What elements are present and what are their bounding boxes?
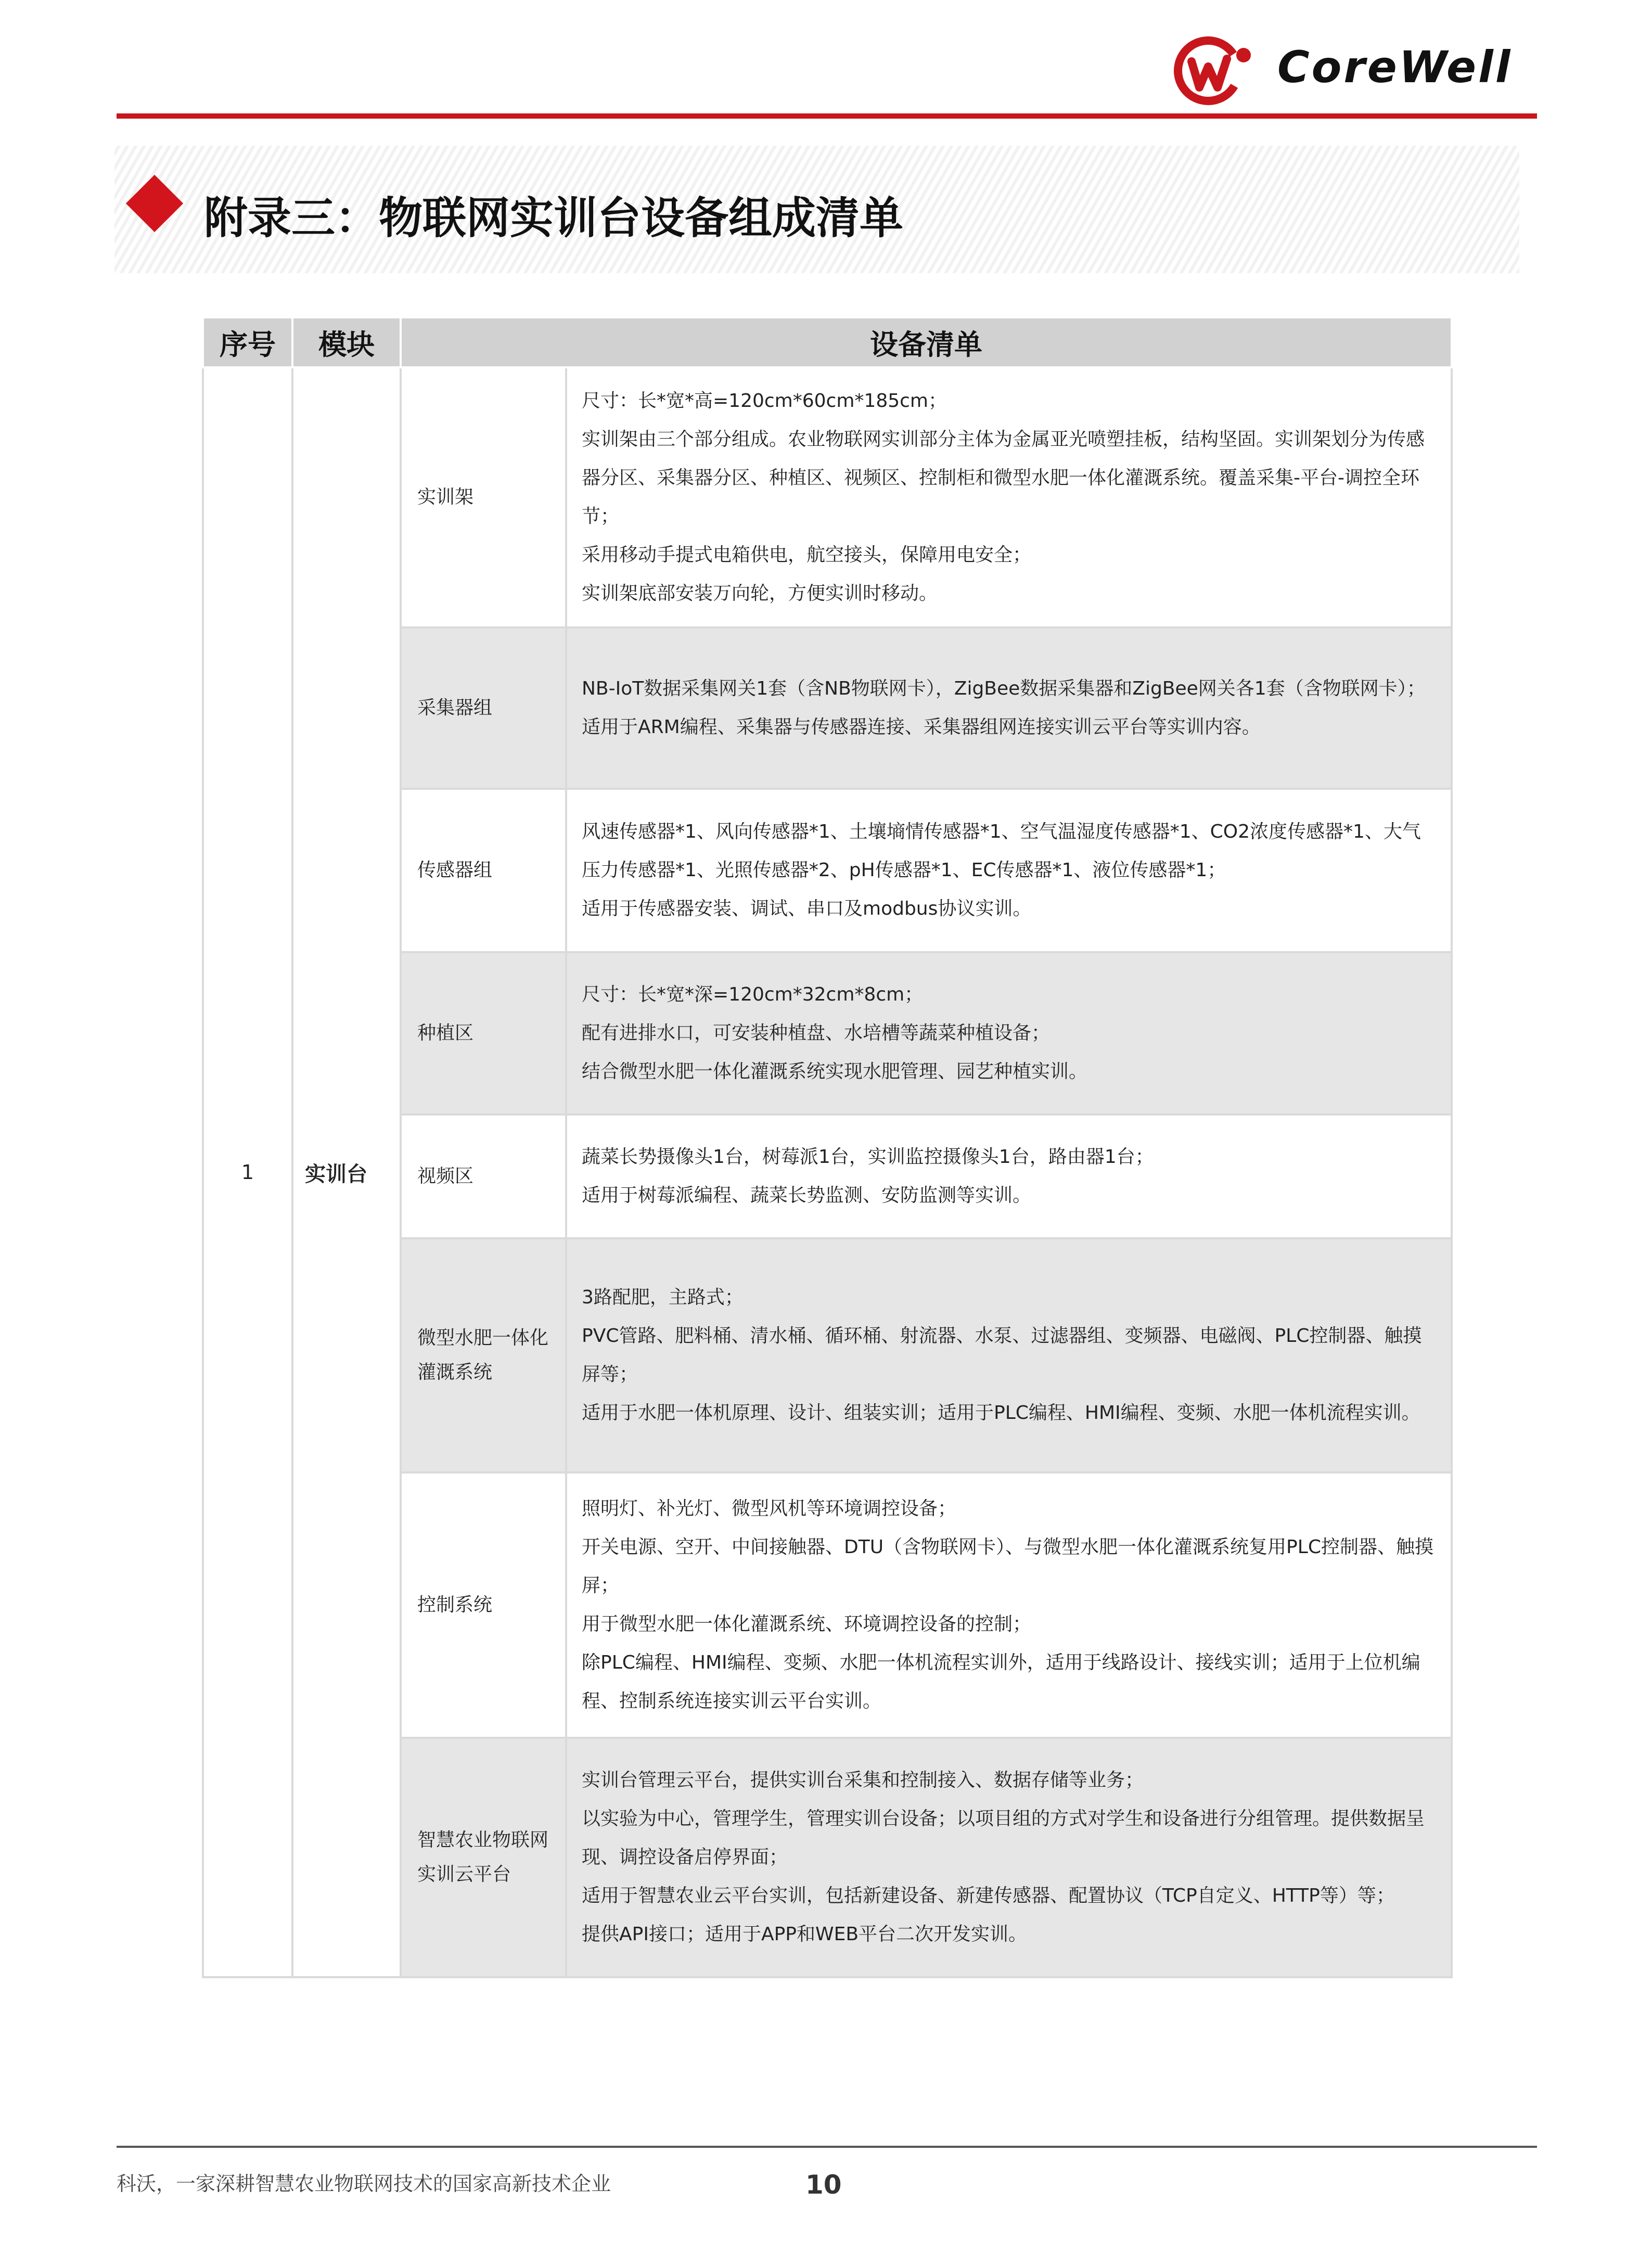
table-header-row — [203, 317, 1452, 367]
equipment-details — [566, 952, 1452, 1114]
equipment-details — [566, 1114, 1452, 1238]
detail-line: PVC管路、肥料桶、清水桶、循环桶、射流器、水泵、过滤器组、变频器、电磁阀、PLC控制器、触摸屏等； — [582, 1325, 1422, 1385]
submodule-name: 实训架 — [401, 367, 566, 627]
detail-line: 尺寸：长*宽*高=120cm*60cm*185cm； — [582, 390, 947, 412]
equipment-details — [566, 627, 1452, 789]
detail-line: 尺寸：长*宽*深=120cm*32cm*8cm； — [582, 984, 924, 1005]
brand-logo — [1171, 30, 1556, 108]
detail-line: 实训架由三个部分组成。农业物联网实训部分主体为金属亚光喷塑挂板，结构坚固。实训架划分为传感器分区、采集器分区、种植区、视频区、控制柜和微型水肥一体化灌溉系统。覆盖采集-平台-调控全环节； — [582, 429, 1425, 527]
header-module: 模块 — [292, 317, 401, 367]
equipment-details — [566, 367, 1452, 627]
detail-line: 配有进排水口，可安装种植盘、水培槽等蔬菜种植设备； — [582, 1022, 1051, 1044]
submodule-name: 种植区 — [401, 952, 566, 1114]
detail-line: 适用于传感器安装、调试、串口及modbus协议实训。 — [582, 898, 1032, 919]
detail-line: 除PLC编程、HMI编程、变频、水肥一体机流程实训外，适用于线路设计、接线实训；适用于上位机编程、控制系统连接实训云平台实训。 — [582, 1652, 1420, 1712]
equipment-details — [566, 1472, 1452, 1738]
header-divider — [117, 113, 1537, 119]
page-number: 10 — [805, 2170, 842, 2200]
detail-line: 实训台管理云平台，提供实训台采集和控制接入、数据存储等业务； — [582, 1770, 1144, 1791]
detail-line: 3路配肥，主路式； — [582, 1287, 744, 1308]
header-num: 序号 — [203, 317, 292, 367]
submodule-name: 视频区 — [401, 1114, 566, 1238]
module-name: 实训台 — [292, 367, 401, 1977]
detail-line: 以实验为中心，管理学生，管理实训台设备；以项目组的方式对学生和设备进行分组管理。提供数据呈现、调控设备启停界面； — [582, 1808, 1425, 1868]
table-row — [203, 367, 1452, 627]
detail-line: 采用移动手提式电箱供电，航空接头，保障用电安全； — [582, 544, 1032, 566]
corewell-logo-icon — [1171, 30, 1259, 108]
detail-line: 实训架底部安装万向轮，方便实训时移动。 — [582, 583, 938, 604]
equipment-table — [202, 316, 1453, 1978]
detail-line: 适用于树莓派编程、蔬菜长势监测、安防监测等实训。 — [582, 1185, 1032, 1206]
detail-line: 照明灯、补光灯、微型风机等环境调控设备； — [582, 1498, 957, 1519]
row-number: 1 — [203, 367, 292, 1977]
footer-divider — [117, 2146, 1537, 2148]
header-equipment-list: 设备清单 — [401, 317, 1452, 367]
footer-tagline: 科沃，一家深耕智慧农业物联网技术的国家高新技术企业 — [117, 2172, 611, 2195]
detail-line: 结合微型水肥一体化灌溉系统实现水肥管理、园艺种植实训。 — [582, 1061, 1088, 1082]
equipment-details — [566, 1738, 1452, 1977]
page-title: 附录三：物联网实训台设备组成清单 — [204, 193, 904, 244]
submodule-name: 控制系统 — [401, 1472, 566, 1738]
submodule-name: 智慧农业物联网实训云平台 — [401, 1738, 566, 1977]
submodule-name: 微型水肥一体化灌溉系统 — [401, 1238, 566, 1472]
detail-line: NB-IoT数据采集网关1套（含NB物联网卡），ZigBee数据采集器和ZigBee网关各1套（含物联网卡）； — [582, 678, 1426, 699]
detail-line: 风速传感器*1、风向传感器*1、土壤墒情传感器*1、空气温湿度传感器*1、CO2浓度传感器*1、大气压力传感器*1、光照传感器*2、pH传感器*1、EC传感器*1、液位传感器*1； — [582, 821, 1421, 881]
detail-line: 提供API接口；适用于APP和WEB平台二次开发实训。 — [582, 1924, 1028, 1945]
detail-line: 适用于水肥一体机原理、设计、组装实训；适用于PLC编程、HMI编程、变频、水肥一体机流程实训。 — [582, 1402, 1420, 1424]
equipment-details — [566, 1238, 1452, 1472]
detail-line: 蔬菜长势摄像头1台，树莓派1台，实训监控摄像头1台，路由器1台； — [582, 1146, 1154, 1168]
equipment-details — [566, 789, 1452, 952]
detail-line: 开关电源、空开、中间接触器、DTU（含物联网卡）、与微型水肥一体化灌溉系统复用PLC控制器、触摸屏； — [582, 1536, 1433, 1596]
detail-line: 用于微型水肥一体化灌溉系统、环境调控设备的控制； — [582, 1613, 1032, 1635]
submodule-name: 采集器组 — [401, 627, 566, 789]
brand-name: CoreWell — [1277, 42, 1513, 93]
detail-line: 适用于ARM编程、采集器与传感器连接、采集器组网连接实训云平台等实训内容。 — [582, 716, 1261, 738]
submodule-name: 传感器组 — [401, 789, 566, 952]
detail-line: 适用于智慧农业云平台实训，包括新建设备、新建传感器、配置协议（TCP自定义、HTTP等）等； — [582, 1885, 1395, 1906]
